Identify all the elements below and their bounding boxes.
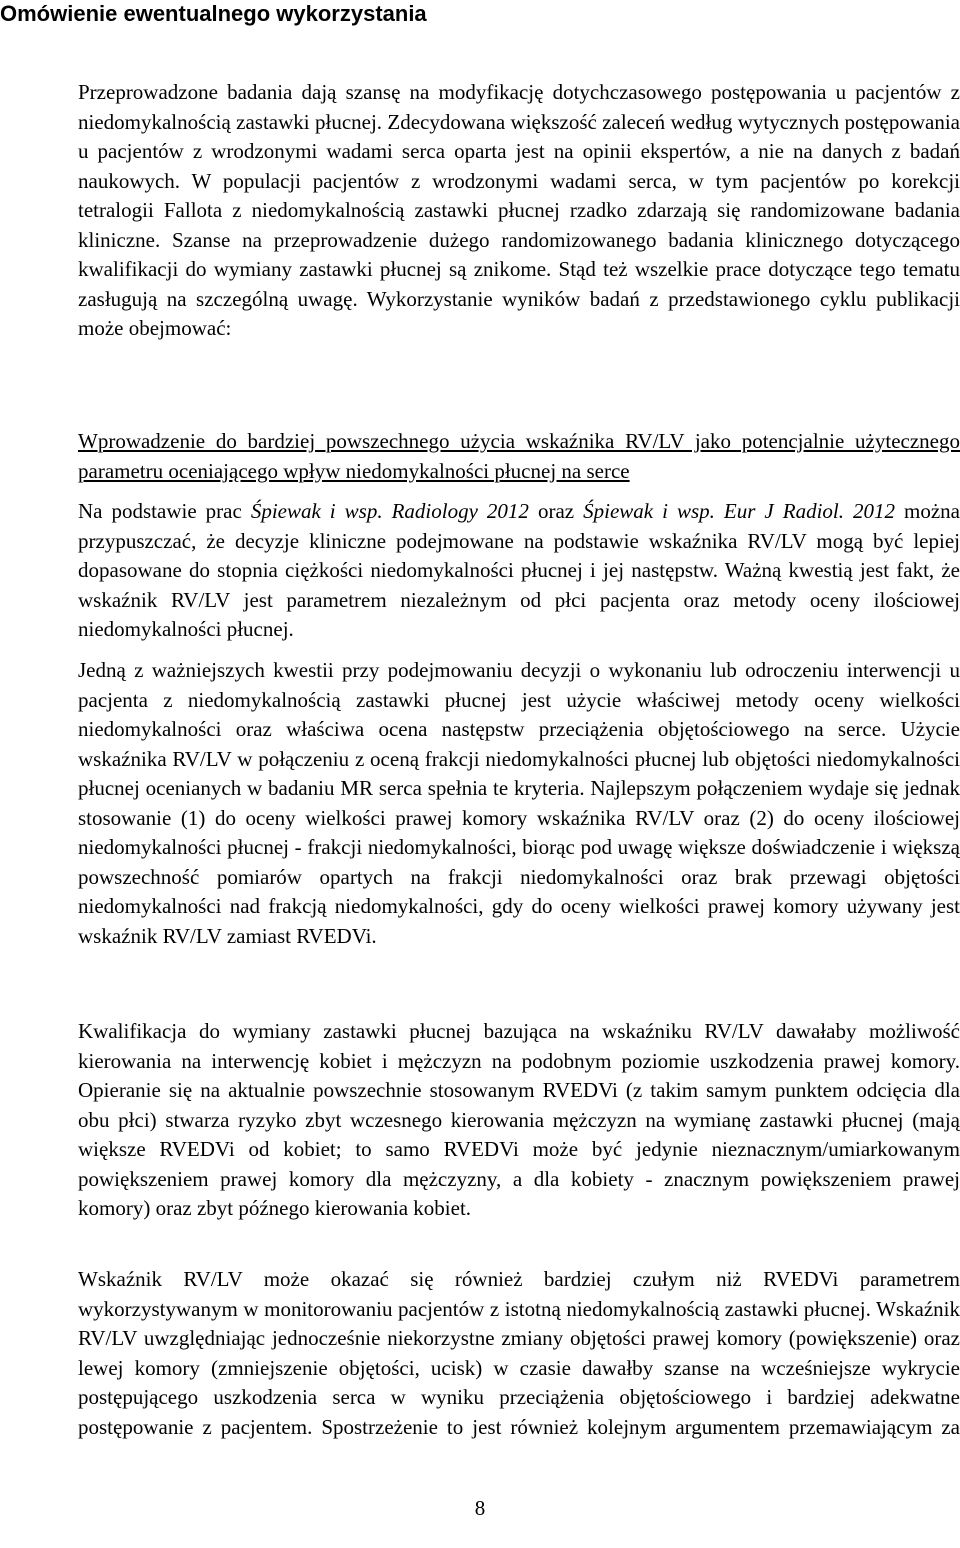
citation-paragraph [78, 497, 960, 645]
decision-paragraph: Jedną z ważniejszych kwestii przy podejmowaniu decyzji o wykonaniu lub odroczeniu interwencji u pacjenta z niedomykalnością zastawki płucnej jest użycie właściwej metody oceny wielkości niedomykalności oraz właściwa ocena następstw przeciążenia objętościowego na serce. Użycie wskaźnika RV/LV w połączeniu z oceną frakcji niedomykalności płucnej lub objętości niedomykalności płucnej ocenianych w badaniu MR serca spełnia te kryteria. Najlepszym połączeniem wydaje się jednak stosowanie (1) do oceny wielkości prawej komory wskaźnika RV/LV oraz (2) do oceny ilościowej niedomykalności płucnej - frakcji niedomykalności, biorąc pod uwagę większe doświadczenie i większą powszechność pomiarów opartych na frakcji niedomykalności oraz brak przewagi objętości niedomykalności nad frakcją niedomykalności, gdy do oceny wielkości prawej komory używany jest wskaźnik RV/LV zamiast RVEDVi. [78, 658, 960, 948]
citation-body-text: można przypuszczać, że decyzje kliniczne podejmowane na podstawie wskaźnika RV/LV mogą być lepiej dopasowane do stopnia ciężkości niedomykalności płucnej i jej następstw. Ważną kwestią jest fakt, że wskaźnik RV/LV jest parametrem niezależnym od płci pacjenta oraz metody oceny ilościowej niedomykalności płucnej. [78, 499, 960, 641]
intro-paragraph: Przeprowadzone badania dają szansę na modyfikację dotychczasowego postępowania u pacjentów z niedomykalnością zastawki płucnej. Zdecydowana większość zaleceń według wytycznych postępowania u pacjentów z wrodzonymi wadami serca oparta jest na opinii ekspertów, a nie na danych z badań naukowych. W populacji pacjentów z wrodzonymi wadami serca, w tym pacjentów po korekcji tetralogii Fallota z niedomykalnością zastawki płucnej rzadko zdarzają się randomizowane badania kliniczne. Szanse na przeprowadzenie dużego randomizowanego badania klinicznego dotyczącego kwalifikacji do wymiany zastawki płucnej są znikome. Stąd też wszelkie prace dotyczące tego tematu zasługują na szczególną uwagę. Wykorzystanie wyników badań z przedstawionego cyklu publikacji może obejmować: [78, 80, 960, 340]
qualification-paragraph: Kwalifikacja do wymiany zastawki płucnej bazująca na wskaźniku RV/LV dawałaby możliwość kierowania na interwencję kobiet i mężczyzn na podobnym poziomie uszkodzenia prawej komory. Opieranie się na aktualnie powszechnie stosowanym RVEDVi (z takim samym punktem odcięcia dla obu płci) stwarza ryzyko zbyt wczesnego kierowania mężczyzn na wymianę zastawki płucnej (mają większe RVEDVi od kobiet; to samo RVEDVi może być jedynie nieznacznym/umiarkowanym powiększeniem prawej komory dla mężczyzny, a dla kobiety - znacznym powiększeniem prawej komory) oraz zbyt późnego kierowania kobiet. [78, 1019, 960, 1220]
citation-intro-text: Na podstawie prac [78, 499, 251, 523]
citation-eur-j-radiol-2012: Śpiewak i wsp. Eur J Radiol. 2012 [583, 499, 895, 523]
citation-radiology-2012: Śpiewak i wsp. Radiology 2012 [250, 499, 529, 523]
monitoring-paragraph: Wskaźnik RV/LV może okazać się również bardziej czułym niż RVEDVi parametrem wykorzystywanym w monitorowaniu pacjentów z istotną niedomykalnością zastawki płucnej. Wskaźnik RV/LV uwzględniając jednocześnie niekorzystne zmiany objętości prawej komory (powiększenie) oraz lewej komory (zmniejszenie objętości, ucisk) w czasie dawałby szanse na wcześniejsze wykrycie postępującego uszkodzenia serca w wyniku przeciążenia objętościowego i bardziej adekwatne postępowanie z pacjentem. Spostrzeżenie to jest również kolejnym argumentem przemawiającym za [78, 1267, 960, 1439]
page-number: 8 [474, 1496, 486, 1520]
recommendation-subheading: Wprowadzenie do bardziej powszechnego użycia wskaźnika RV/LV jako potencjalnie użytecznego parametru oceniającego wpływ niedomykalności płucnej na serce [78, 429, 960, 483]
citation-conjunction: oraz [528, 499, 584, 523]
section-heading: Omówienie ewentualnego wykorzystania [0, 1, 427, 26]
